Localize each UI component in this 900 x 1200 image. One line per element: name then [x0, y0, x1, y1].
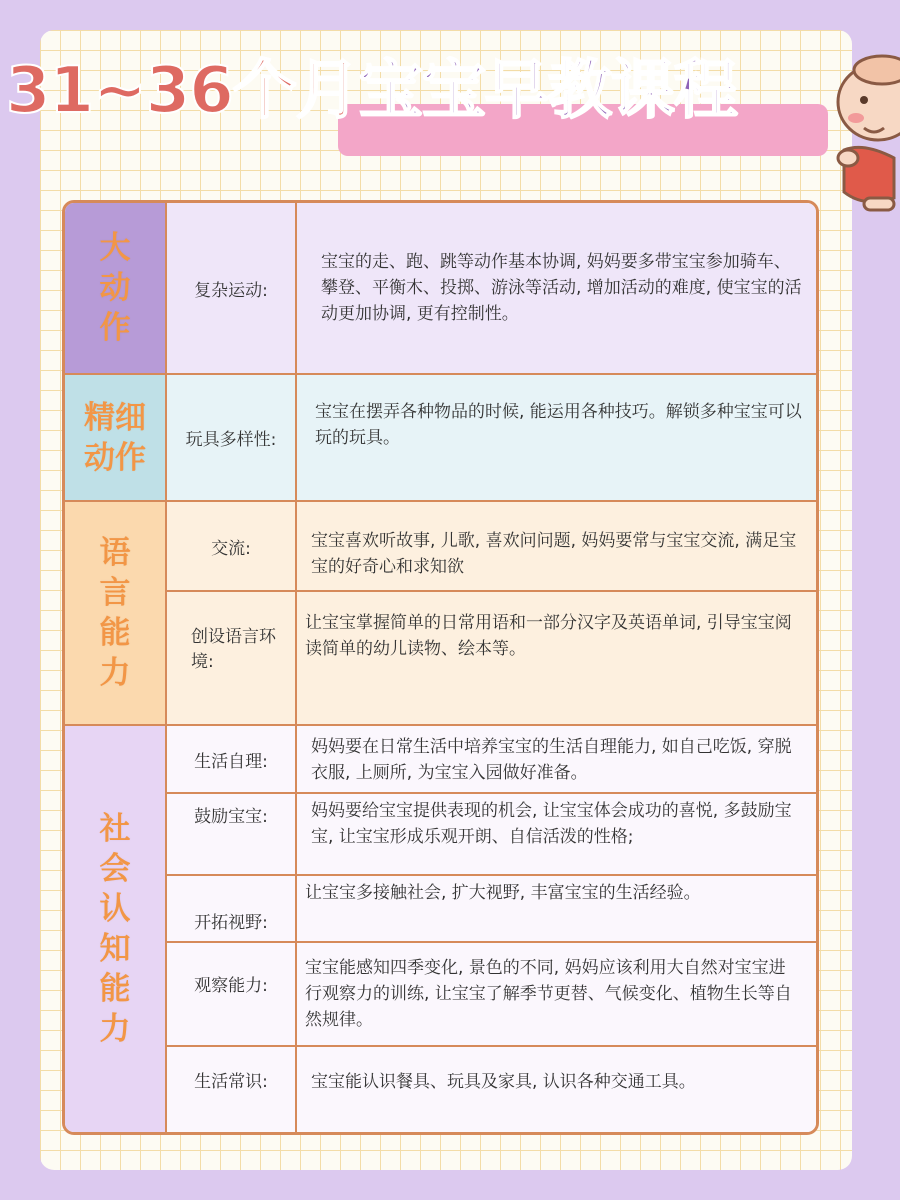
section-social-cognition [65, 726, 816, 1132]
section-fine-motor [65, 375, 816, 502]
row-label: 开拓视野: [167, 876, 297, 941]
table-row [167, 502, 816, 592]
category-label: 精细动作 [84, 399, 146, 476]
row-label: 交流: [167, 502, 297, 590]
page-title [6, 46, 856, 136]
category-cell [65, 726, 167, 1132]
category-label: 社会认知能力 [99, 811, 131, 1047]
section-language [65, 502, 816, 726]
row-label: 玩具多样性: [167, 375, 297, 500]
row-description: 让宝宝掌握简单的日常用语和一部分汉字及英语单词, 引导宝宝阅读简单的幼儿读物、绘本等。 [305, 613, 792, 659]
table-row [167, 794, 816, 876]
row-label: 复杂运动: [167, 203, 297, 373]
cartoon-child-icon [820, 30, 900, 220]
table-row [167, 1047, 816, 1132]
row-description: 宝宝在摆弄各种物品的时候, 能运用各种技巧。解锁多种宝宝可以玩的玩具。 [315, 402, 802, 448]
category-cell [65, 502, 167, 724]
category-label: 大动作 [99, 230, 131, 346]
title-text: 宝宝早教课程 [358, 54, 737, 128]
row-label: 创设语言环境: [167, 592, 297, 724]
row-description: 让宝宝多接触社会, 扩大视野, 丰富宝宝的生活经验。 [305, 883, 701, 903]
table-row [167, 592, 816, 724]
category-label: 语言能力 [99, 535, 131, 691]
category-cell [65, 375, 167, 500]
row-description: 宝宝的走、跑、跳等动作基本协调, 妈妈要多带宝宝参加骑车、攀登、平衡木、投掷、游泳等活动, 增加活动的难度, 使宝宝的活动更加协调, 更有控制性。 [321, 252, 802, 324]
row-description: 宝宝能认识餐具、玩具及家具, 认识各种交通工具。 [311, 1072, 696, 1092]
category-cell [65, 203, 167, 373]
table-row [167, 203, 816, 373]
section-gross-motor [65, 203, 816, 375]
row-label: 生活常识: [167, 1047, 297, 1132]
row-label: 观察能力: [167, 943, 297, 1045]
row-description: 妈妈要在日常生活中培养宝宝的生活自理能力, 如自己吃饭, 穿脱衣服, 上厕所, 为宝宝入园做好准备。 [311, 737, 792, 783]
row-description: 宝宝喜欢听故事, 儿歌, 喜欢问问题, 妈妈要常与宝宝交流, 满足宝宝的好奇心和求知欲 [311, 531, 797, 577]
table-row [167, 375, 816, 500]
table-row [167, 876, 816, 943]
row-label: 生活自理: [167, 726, 297, 792]
title-number: 31~36个月 [6, 54, 359, 128]
table-row [167, 943, 816, 1047]
row-description: 妈妈要给宝宝提供表现的机会, 让宝宝体会成功的喜悦, 多鼓励宝宝, 让宝宝形成乐观开朗、自信活泼的性格; [311, 801, 792, 847]
table-row [167, 726, 816, 794]
row-description: 宝宝能感知四季变化, 景色的不同, 妈妈应该利用大自然对宝宝进行观察力的训练, 让宝宝了解季节更替、气候变化、植物生长等自然规律。 [305, 958, 792, 1030]
curriculum-table [62, 200, 819, 1135]
row-label: 鼓励宝宝: [167, 794, 297, 874]
